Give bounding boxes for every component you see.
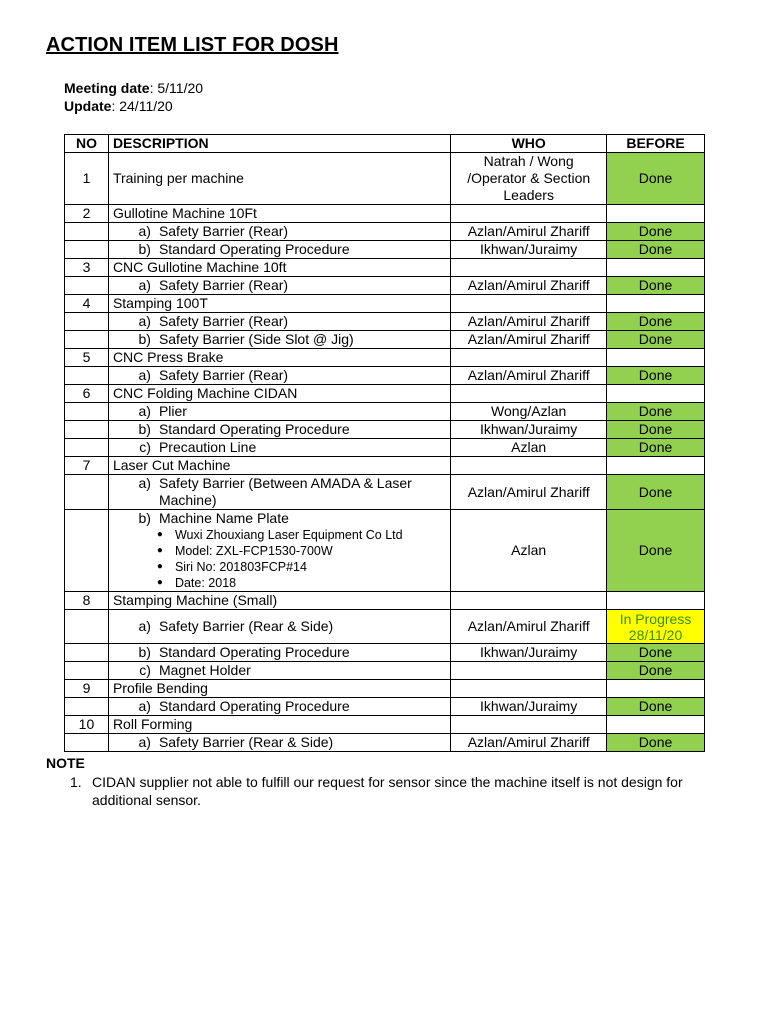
row-number (65, 475, 109, 510)
row-number (65, 331, 109, 349)
status-cell: Done (607, 277, 705, 295)
row-description (108, 403, 450, 421)
row-who: Azlan/Amirul Zhariff (451, 610, 607, 644)
status-cell: Done (607, 367, 705, 385)
row-who: Ikhwan/Juraimy (451, 241, 607, 259)
table-row (65, 367, 705, 385)
sub-item (113, 367, 446, 384)
row-description (108, 698, 450, 716)
page-title: ACTION ITEM LIST FOR DOSH (46, 34, 339, 56)
sub-item-letter: b) (138, 331, 151, 347)
note-title: NOTE (46, 755, 85, 771)
row-who: Azlan/Amirul Zhariff (451, 475, 607, 510)
row-who (451, 716, 607, 734)
row-who: Azlan/Amirul Zhariff (451, 313, 607, 331)
row-description (108, 644, 450, 662)
status-cell: Done (607, 698, 705, 716)
row-number: 1 (65, 153, 109, 205)
sub-item-text: Precaution Line (158, 439, 257, 455)
table-row (65, 331, 705, 349)
row-description: Profile Bending (108, 680, 450, 698)
row-who: Ikhwan/Juraimy (451, 421, 607, 439)
row-number: 9 (65, 680, 109, 698)
table-row (65, 277, 705, 295)
row-who: Azlan/Amirul Zhariff (451, 367, 607, 385)
row-number (65, 277, 109, 295)
row-number (65, 734, 109, 752)
sub-item-text: Magnet Holder (158, 662, 251, 678)
row-description (108, 313, 450, 331)
header-description: DESCRIPTION (108, 135, 450, 153)
status-cell: Done (607, 662, 705, 680)
row-description: Roll Forming (108, 716, 450, 734)
status-cell: Done (607, 313, 705, 331)
status-cell (607, 205, 705, 223)
status-cell: Done (607, 421, 705, 439)
row-description (108, 475, 450, 510)
row-who (451, 680, 607, 698)
sub-item-text: Safety Barrier (Rear) (158, 367, 289, 383)
bullet-text: Model: ZXL-FCP1530-700W (174, 544, 333, 558)
row-who: Azlan/Amirul Zhariff (451, 734, 607, 752)
table-row (65, 421, 705, 439)
row-description (108, 610, 450, 644)
sub-item-text: Safety Barrier (Side Slot @ Jig) (158, 331, 354, 347)
row-who: Natrah / Wong /Operator & Section Leaders (451, 153, 607, 205)
table-row (65, 349, 705, 367)
row-description (108, 331, 450, 349)
sub-item-letter: b) (138, 644, 151, 660)
row-description: Stamping Machine (Small) (108, 592, 450, 610)
sub-item (113, 439, 446, 456)
sub-item (113, 734, 446, 751)
row-number: 8 (65, 592, 109, 610)
row-number (65, 421, 109, 439)
row-description: CNC Folding Machine CIDAN (108, 385, 450, 403)
status-cell (607, 592, 705, 610)
table-body (65, 153, 705, 752)
sub-item-text: Standard Operating Procedure (158, 421, 350, 437)
status-cell (607, 680, 705, 698)
table-header-row (65, 135, 705, 153)
sub-item-text: Safety Barrier (Rear & Side) (158, 618, 334, 634)
row-description (108, 439, 450, 457)
table-row (65, 698, 705, 716)
table-row (65, 475, 705, 510)
status-cell: Done (607, 153, 705, 205)
action-item-table (64, 134, 705, 752)
sub-item-text: Safety Barrier (Between AMADA & Laser Machine) (158, 475, 412, 508)
sub-item (113, 698, 446, 715)
row-who (451, 205, 607, 223)
sub-item (113, 223, 446, 240)
row-who: Wong/Azlan (451, 403, 607, 421)
row-who: Ikhwan/Juraimy (451, 698, 607, 716)
table-row (65, 734, 705, 752)
header-who: WHO (451, 135, 607, 153)
table-row (65, 610, 705, 644)
row-description (108, 421, 450, 439)
row-number (65, 439, 109, 457)
row-number: 5 (65, 349, 109, 367)
sub-item (113, 313, 446, 330)
status-cell: Done (607, 439, 705, 457)
sub-item-letter: a) (138, 367, 151, 383)
sub-item-letter: a) (138, 403, 151, 419)
sub-item-text: Safety Barrier (Rear & Side) (158, 734, 334, 750)
row-number (65, 313, 109, 331)
sub-item-letter: a) (138, 313, 151, 329)
row-who (451, 592, 607, 610)
note-item-number: 1. (70, 774, 82, 790)
row-number: 4 (65, 295, 109, 313)
sub-item (113, 241, 446, 258)
row-description (108, 241, 450, 259)
status-cell: In Progress 28/11/20 (607, 610, 705, 644)
row-who: Ikhwan/Juraimy (451, 644, 607, 662)
table-row (65, 403, 705, 421)
table-row (65, 662, 705, 680)
row-who: Azlan/Amirul Zhariff (451, 331, 607, 349)
sub-item (113, 510, 446, 527)
bullet-text: Siri No: 201803FCP#14 (174, 560, 307, 574)
sub-item (113, 475, 446, 509)
sub-item (113, 662, 446, 679)
header-no: NO (65, 135, 109, 153)
row-description: Gullotine Machine 10Ft (108, 205, 450, 223)
row-description (108, 277, 450, 295)
status-cell (607, 716, 705, 734)
table-row (65, 241, 705, 259)
table-row (65, 592, 705, 610)
sub-item-letter: a) (138, 618, 151, 634)
status-cell: Done (607, 403, 705, 421)
row-number (65, 241, 109, 259)
bullet-text: Wuxi Zhouxiang Laser Equipment Co Ltd (174, 528, 403, 542)
status-cell: Done (607, 510, 705, 592)
row-number: 10 (65, 716, 109, 734)
row-who: Azlan (451, 510, 607, 592)
row-number (65, 510, 109, 592)
row-description (108, 734, 450, 752)
row-description (108, 367, 450, 385)
row-who (451, 385, 607, 403)
row-who: Azlan/Amirul Zhariff (451, 223, 607, 241)
sub-item (113, 331, 446, 348)
table-row (65, 259, 705, 277)
bullet-item (113, 559, 446, 575)
update-date-label: Update (64, 98, 112, 114)
status-cell (607, 295, 705, 313)
sub-item-text: Safety Barrier (Rear) (158, 313, 289, 329)
row-description (108, 510, 450, 592)
table-row (65, 439, 705, 457)
sub-item-letter: b) (138, 241, 151, 257)
meeting-date (64, 80, 203, 96)
row-number (65, 610, 109, 644)
sub-item (113, 644, 446, 661)
header-before: BEFORE (607, 135, 705, 153)
table-row (65, 510, 705, 592)
bullet-item (113, 527, 446, 543)
sub-item-text: Standard Operating Procedure (158, 698, 350, 714)
status-cell (607, 457, 705, 475)
row-number (65, 403, 109, 421)
row-description: CNC Gullotine Machine 10ft (108, 259, 450, 277)
sub-item-letter: c) (139, 439, 151, 455)
row-description: Laser Cut Machine (108, 457, 450, 475)
sub-item-letter: a) (138, 475, 151, 491)
status-cell (607, 259, 705, 277)
sub-item-letter: c) (139, 662, 151, 678)
status-cell: Done (607, 331, 705, 349)
status-cell: Done (607, 223, 705, 241)
status-cell: Done (607, 475, 705, 510)
update-date-value: : 24/11/20 (111, 98, 173, 114)
table-row (65, 457, 705, 475)
sub-item-letter: a) (138, 734, 151, 750)
sub-item-text: Machine Name Plate (158, 510, 289, 526)
meeting-date-label: Meeting date (64, 80, 150, 96)
row-description (108, 223, 450, 241)
row-number (65, 698, 109, 716)
row-description (108, 662, 450, 680)
bullet-icon: ● (156, 545, 163, 556)
row-description: Training per machine (108, 153, 450, 205)
status-cell: Done (607, 644, 705, 662)
bullet-icon: ● (156, 577, 163, 588)
table-row (65, 385, 705, 403)
sub-item-text: Standard Operating Procedure (158, 644, 350, 660)
table-row (65, 680, 705, 698)
bullet-icon: ● (156, 529, 163, 540)
sub-item (113, 618, 446, 635)
sub-item (113, 277, 446, 294)
sub-item-text: Safety Barrier (Rear) (158, 223, 289, 239)
sub-item-letter: b) (138, 510, 151, 526)
sub-item-letter: b) (138, 421, 151, 437)
row-description: Stamping 100T (108, 295, 450, 313)
table-row (65, 153, 705, 205)
sub-item-text: Safety Barrier (Rear) (158, 277, 289, 293)
table-row (65, 295, 705, 313)
row-number (65, 662, 109, 680)
row-who (451, 259, 607, 277)
table-row (65, 644, 705, 662)
name-plate-bullets (113, 527, 446, 591)
bullet-item (113, 575, 446, 591)
update-date (64, 98, 173, 114)
sub-item (113, 421, 446, 438)
row-who: Azlan/Amirul Zhariff (451, 277, 607, 295)
row-description: CNC Press Brake (108, 349, 450, 367)
row-number: 3 (65, 259, 109, 277)
row-who: Azlan (451, 439, 607, 457)
row-number (65, 367, 109, 385)
status-cell: Done (607, 241, 705, 259)
sub-item-text: Standard Operating Procedure (158, 241, 350, 257)
row-number: 2 (65, 205, 109, 223)
table-row (65, 223, 705, 241)
sub-item-letter: a) (138, 698, 151, 714)
row-number (65, 223, 109, 241)
note-item-text: CIDAN supplier not able to fulfill our request for sensor since the machine itself is not design for additional sensor. (92, 774, 683, 808)
row-who (451, 349, 607, 367)
row-who (451, 295, 607, 313)
row-who (451, 457, 607, 475)
row-number: 7 (65, 457, 109, 475)
status-cell: Done (607, 734, 705, 752)
meeting-date-value: : 5/11/20 (149, 80, 204, 96)
table-row (65, 716, 705, 734)
status-cell (607, 349, 705, 367)
sub-item-letter: a) (138, 223, 151, 239)
table-row (65, 313, 705, 331)
bullet-icon: ● (156, 561, 163, 572)
table-row (65, 205, 705, 223)
note-item (70, 773, 690, 809)
row-number: 6 (65, 385, 109, 403)
bullet-text: Date: 2018 (174, 576, 237, 590)
status-cell (607, 385, 705, 403)
sub-item-text: Plier (158, 403, 187, 419)
sub-item (113, 403, 446, 420)
row-number (65, 644, 109, 662)
bullet-item (113, 543, 446, 559)
sub-item-letter: a) (138, 277, 151, 293)
row-who (451, 662, 607, 680)
